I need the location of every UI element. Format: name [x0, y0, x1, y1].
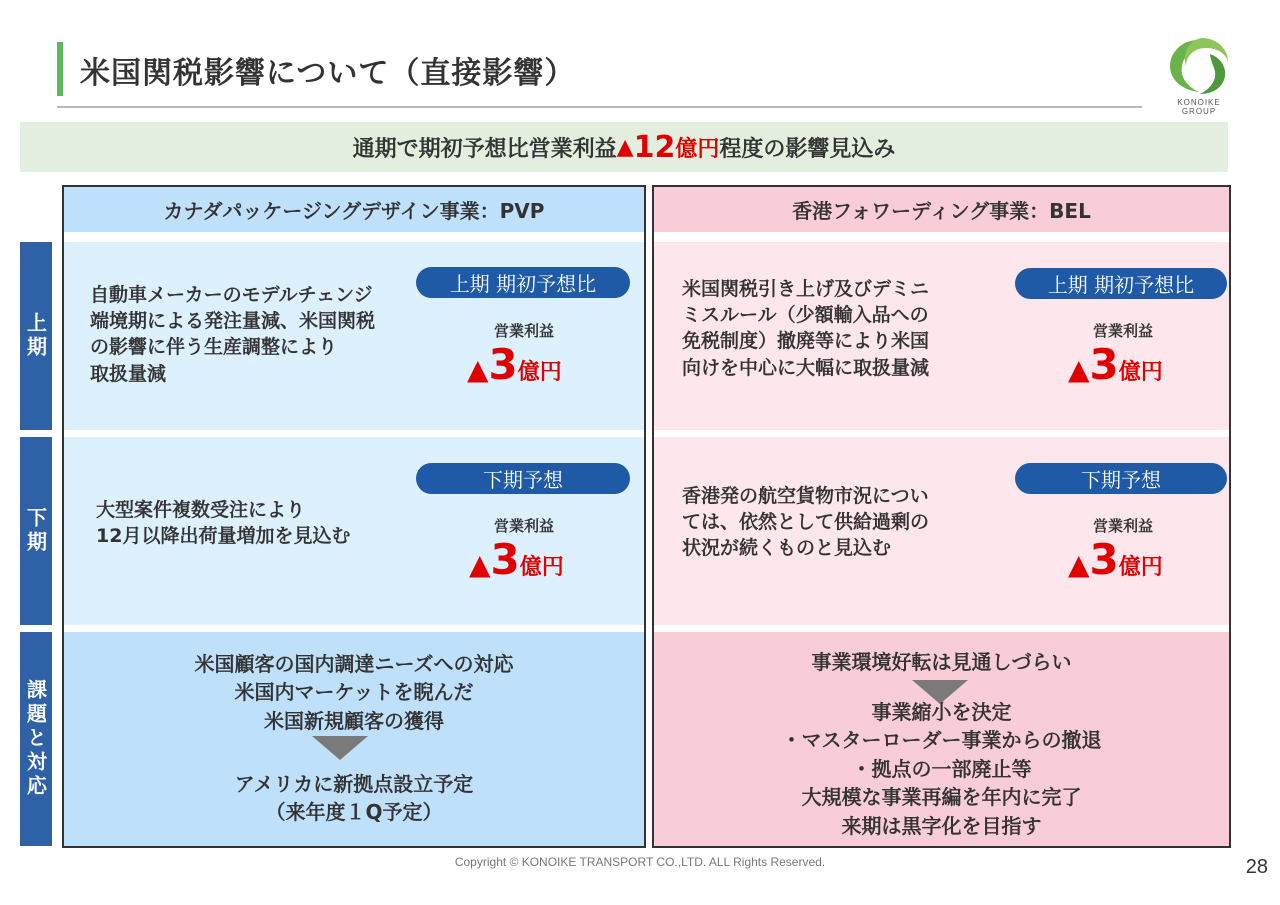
issue-line: 米国内マーケットを睨んだ — [234, 680, 474, 705]
impact-amount: 3 — [1089, 535, 1119, 584]
impact-amount: 3 — [488, 340, 518, 389]
pvp-first-half-description — [90, 282, 375, 387]
issue-line: ・拠点の一部廃止等 — [851, 756, 1032, 781]
bel-issues-bottom — [654, 698, 1229, 840]
banner-prefix: 通期で期初予想比営業利益 — [352, 136, 617, 162]
row-label-second-half: 下期 — [20, 437, 52, 625]
desc-line: 大型案件複数受注により — [96, 499, 306, 521]
down-triangle-icon: ▲ — [1068, 548, 1090, 581]
title-accent-bar — [57, 42, 63, 96]
banner-unit: 億円 — [675, 136, 720, 162]
issue-line: （来年度１Q予定） — [265, 800, 443, 825]
banner-suffix: 程度の影響見込み — [719, 136, 896, 162]
impact-amount: 3 — [1089, 340, 1119, 389]
desc-line: 米国関税引き上げ及びデミニ — [682, 278, 930, 300]
bel-first-half-cell — [654, 242, 1229, 430]
bel-second-half-pill: 下期予想 — [1015, 463, 1227, 494]
bel-first-half-description — [682, 276, 929, 381]
pvp-second-half-impact — [469, 535, 564, 584]
row-label-first-half: 上期 — [20, 242, 52, 430]
bel-issues-top — [654, 648, 1229, 676]
pvp-second-half-pill: 下期予想 — [416, 463, 630, 494]
bel-issues-cell — [654, 632, 1229, 846]
desc-line: 端境期による発注量減、米国関税 — [90, 310, 376, 333]
desc-line: 香港発の航空貨物市況につい — [682, 485, 929, 507]
issue-line: ・マスターローダー事業からの撤退 — [781, 728, 1102, 753]
pvp-column-header: カナダパッケージングデザイン事業：PVP — [64, 187, 644, 232]
bel-first-half-impact — [1068, 340, 1163, 389]
bel-first-half-label: 営業利益 — [1092, 322, 1153, 340]
desc-line: ミスルール（少額輸入品への — [682, 304, 929, 327]
pvp-first-half-label: 営業利益 — [493, 322, 554, 340]
bel-second-half-description — [682, 483, 929, 562]
issue-line: 大規模な事業再編を年内に完了 — [801, 785, 1082, 810]
issue-line: 事業環境好転は見通しづらい — [811, 650, 1072, 674]
desc-line: 免税制度）撤廃等により米国 — [682, 330, 930, 353]
issue-line: 米国顧客の国内調達ニーズへの対応 — [194, 652, 514, 676]
logo-wordmark-line2: GROUP — [1181, 107, 1217, 116]
pvp-first-half-cell — [64, 242, 644, 430]
bel-first-half-pill: 上期 期初予想比 — [1015, 268, 1227, 299]
pvp-second-half-label: 営業利益 — [493, 517, 554, 535]
impact-unit: 億円 — [519, 555, 564, 580]
banner-triangle: ▲ — [616, 134, 634, 160]
bel-column-header: 香港フォワーディング事業：BEL — [654, 187, 1229, 232]
desc-line: 向けを中心に大幅に取扱量減 — [682, 356, 930, 379]
down-triangle-icon: ▲ — [467, 353, 489, 386]
page-number: 28 — [1245, 856, 1268, 878]
pvp-issues-cell — [64, 632, 644, 846]
row-label-issues: 課題と対応 — [20, 632, 52, 846]
down-triangle-icon: ▲ — [1068, 353, 1090, 386]
title-divider — [57, 106, 1142, 108]
desc-line: 取扱量減 — [90, 362, 167, 385]
pvp-first-half-pill: 上期 期初予想比 — [416, 267, 630, 298]
down-arrow-icon — [312, 736, 368, 760]
page-title: 米国関税影響について（直接影響） — [80, 56, 576, 91]
impact-unit: 億円 — [1118, 555, 1163, 580]
down-triangle-icon: ▲ — [469, 548, 491, 581]
impact-unit: 億円 — [517, 360, 562, 385]
issue-line: 来期は黒字化を目指す — [841, 813, 1042, 838]
pvp-second-half-cell — [64, 437, 644, 625]
copyright-notice: Copyright © KONOIKE TRANSPORT CO.,LTD. ALL Rights Reserved. — [454, 855, 826, 869]
pvp-issues-bottom — [64, 770, 644, 827]
desc-line: ては、依然として供給過剰の — [682, 511, 930, 534]
bel-second-half-label: 営業利益 — [1092, 517, 1153, 535]
bel-second-half-impact — [1068, 535, 1163, 584]
summary-banner — [20, 122, 1228, 172]
pvp-second-half-description — [96, 497, 350, 549]
impact-amount: 3 — [490, 535, 520, 584]
bel-second-half-cell — [654, 437, 1229, 625]
impact-unit: 億円 — [1118, 360, 1163, 385]
pvp-issues-top — [64, 650, 644, 735]
desc-line: の影響に伴う生産調整により — [90, 336, 338, 359]
desc-line: 12月以降出荷量増加を見込む — [96, 525, 351, 548]
desc-line: 自動車メーカーのモデルチェンジ — [90, 284, 373, 306]
issue-line: アメリカに新拠点設立予定 — [234, 772, 474, 796]
banner-amount: 12 — [633, 129, 676, 165]
logo-wordmark-line1: KONOIKE — [1177, 98, 1221, 107]
issue-line: 米国新規顧客の獲得 — [264, 708, 444, 733]
pvp-first-half-impact — [467, 340, 562, 389]
desc-line: 状況が続くものと見込む — [682, 537, 892, 560]
issue-line: 事業縮小を決定 — [871, 700, 1012, 724]
